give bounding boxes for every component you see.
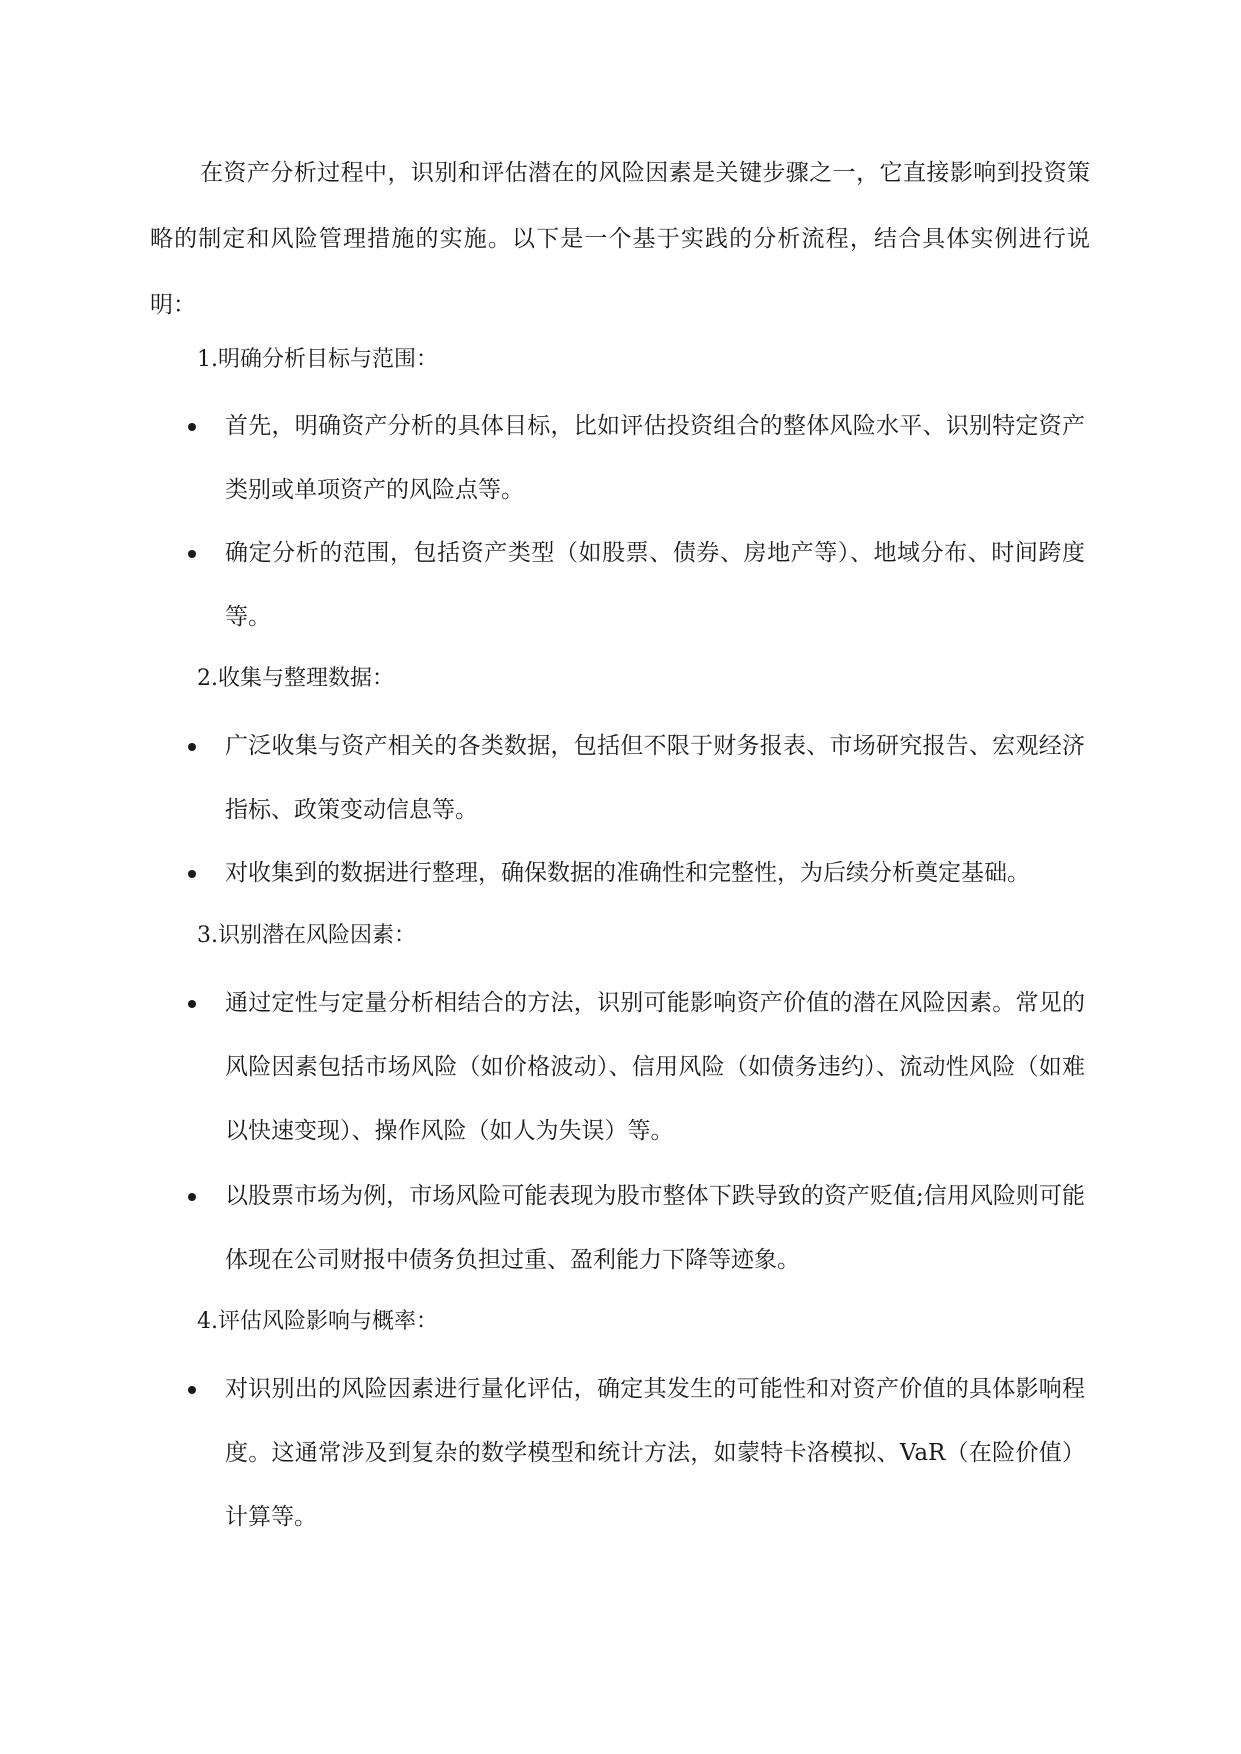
bullet-text: 对收集到的数据进行整理，确保数据的准确性和完整性，为后续分析奠定基础。: [225, 860, 1030, 886]
bullet-text: 首先，明确资产分析的具体目标，比如评估投资组合的整体风险水平、识别特定资产类别或单项资产的风险点等。: [225, 413, 1085, 503]
list-item: [225, 521, 1085, 649]
bullet-icon: [188, 1386, 196, 1394]
bullet-icon: [188, 870, 196, 878]
bullet-text: 广泛收集与资产相关的各类数据，包括但不限于财务报表、市场研究报告、宏观经济指标、政策变动信息等。: [225, 733, 1085, 823]
list-item: [225, 394, 1085, 522]
section-heading-1: 1.明确分析目标与范围：: [197, 347, 438, 372]
bullet-icon: [188, 550, 196, 558]
list-item: [225, 841, 1105, 905]
bullet-icon: [188, 743, 196, 751]
list-item: [225, 714, 1085, 842]
list-item: [225, 971, 1085, 1163]
section-heading-4: 4.评估风险影响与概率：: [197, 1309, 438, 1334]
bullet-icon: [188, 423, 196, 431]
section-heading-3: 3.识别潜在风险因素：: [197, 923, 416, 948]
bullet-icon: [188, 1000, 196, 1008]
bullet-text: 确定分析的范围，包括资产类型（如股票、债券、房地产等）、地域分布、时间跨度等。: [225, 540, 1085, 630]
list-item: [225, 1164, 1085, 1292]
bullet-text: 对识别出的风险因素进行量化评估，确定其发生的可能性和对资产价值的具体影响程度。这通常涉及到复杂的数学模型和统计方法，如蒙特卡洛模拟、VaR（在险价值）计算等。: [225, 1376, 1085, 1530]
bullet-text: 通过定性与定量分析相结合的方法，识别可能影响资产价值的潜在风险因素。常见的风险因素包括市场风险（如价格波动）、信用风险（如债务违约）、流动性风险（如难以快速变现）、操作风险（如人为失误）等。: [225, 990, 1085, 1144]
bullet-text: 以股票市场为例，市场风险可能表现为股市整体下跌导致的资产贬值;信用风险则可能体现在公司财报中债务负担过重、盈利能力下降等迹象。: [225, 1183, 1085, 1273]
intro-paragraph: 在资产分析过程中，识别和评估潜在的风险因素是关键步骤之一，它直接影响到投资策略的制定和风险管理措施的实施。以下是一个基于实践的分析流程，结合具体实例进行说明：: [150, 160, 1090, 318]
section-heading-2: 2.收集与整理数据：: [197, 666, 394, 691]
bullet-icon: [188, 1193, 196, 1201]
list-item: [225, 1357, 1085, 1549]
